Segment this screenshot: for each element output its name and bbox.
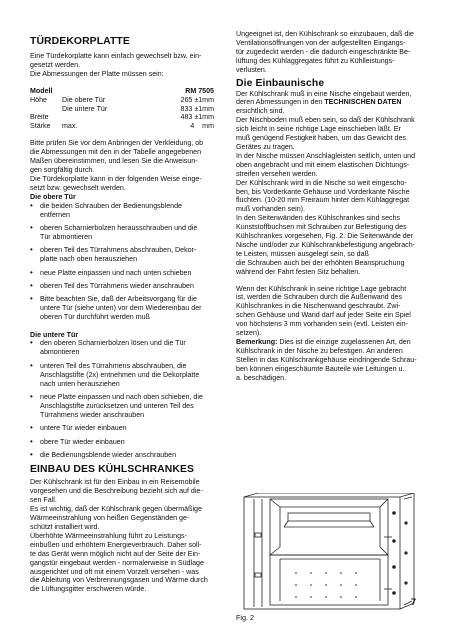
dimensions-header-row: [30, 87, 214, 96]
text-line: [236, 205, 421, 214]
text-span: streifen versehen werden.: [236, 169, 318, 178]
text-span: In den Seitenwänden des Kühlschrankes sind sechs: [236, 214, 401, 223]
table-row: [30, 105, 214, 114]
heading-einbau: EINBAU DES KÜHLSCHRANKES: [30, 464, 195, 476]
fig-2-refrigerator-drawing: [236, 493, 422, 611]
text-line: Überhöhte Wärmeeinstrahlung führt zu Leistungs-: [30, 531, 187, 540]
right-column: [236, 30, 421, 383]
model-value: RM 7505: [185, 86, 214, 95]
text-line: [236, 179, 421, 188]
text-span: während der Fahrt festen Sitz behalten.: [236, 267, 361, 276]
text-span: ben, bis Vorderkante Gehäuse und Vorderkante Nische: [236, 187, 410, 196]
lower-door-title: Die untere Tür: [30, 330, 79, 339]
refrigerator-illustration: [236, 493, 422, 611]
dimensions-table: [30, 87, 214, 132]
text-line: Kühlschrankes in die Nischenwand geschraubt. Zwi-: [236, 302, 401, 311]
list-item: [30, 451, 227, 460]
text-line: [236, 125, 421, 134]
nische-paragraph: [236, 90, 421, 277]
table-cell: Die obere Tür: [62, 95, 106, 104]
text-line: [236, 134, 421, 143]
list-item-line: • die Bedienungsblende wieder anschrauben: [40, 451, 177, 460]
list-item-line: • neue Platte einpassen und nach oben schieben, die: [40, 393, 203, 401]
text-line: Bitte prüfen Sie vor dem Anbringen der Verkleidung, ob: [30, 139, 204, 148]
text-span: oben angebracht und mit einem elastischen Dichtungs-: [236, 160, 410, 169]
list-item-line: • Bitte beachten Sie, daß der Arbeitsvorgang für die: [40, 295, 197, 304]
text-line: setzen).: [236, 329, 262, 338]
text-line: die Abmessungen mit den in der Tabelle angegebenen: [30, 148, 202, 157]
intro-line-3: Die Abmessungen der Platte müssen sein:: [30, 69, 164, 78]
table-row: [30, 122, 214, 131]
text-line: [236, 98, 421, 107]
table-cell: 4 mm: [190, 122, 214, 131]
text-span: te Leisten, müssen ausgelegt sein, so daß: [236, 249, 369, 258]
ventilation-paragraph: [236, 30, 421, 75]
list-item: [30, 393, 227, 420]
list-item: [30, 438, 227, 447]
text-span: muß vorhanden sein).: [236, 205, 306, 214]
text-line: setzt bzw. gewechselt werden.: [30, 183, 126, 192]
page-number: 7: [411, 597, 417, 607]
bemerkung-paragraph: [236, 338, 421, 383]
text-span: Der Kühlschrank wird in die Nische so weit eingescho-: [236, 178, 407, 187]
text-line: sen Fall.: [30, 496, 57, 505]
lower-door-list: [30, 339, 227, 459]
text-line: lüftung des Kühlaggregates führt zu Kühlleistungs-: [236, 56, 395, 65]
list-item-line: • untere Tür wieder einbauen: [40, 424, 127, 433]
text-span: die Schrauben auch bei der erhöhten Beanspruchung: [236, 258, 405, 267]
list-item-line: Tür abmontieren: [40, 232, 93, 241]
table-cell: Die untere Tür: [62, 104, 108, 113]
table-cell: 833 ±1mm: [180, 104, 214, 113]
list-item: [30, 269, 227, 278]
text-line: Maßen übereinstimmen, und lesen Sie die Anweisun-: [30, 157, 198, 166]
bemerkung-text: Dies ist die einzige zugelassenen Art, den: [277, 338, 411, 346]
text-span: Der Nischboden muß eben sein, so daß der Kühlschrank: [236, 116, 415, 125]
table-cell: 265 ±1mm: [180, 95, 214, 104]
heading-einbaunische: Die Einbaunische: [236, 77, 325, 89]
text-line: [236, 116, 421, 125]
text-line: schen Gehäuse und Wand darf auf jeder Seite ein Spiel: [236, 311, 411, 320]
text-span: fluchten. (10-20 mm Freiraum hinter dem Kühlaggregat: [236, 196, 410, 205]
text-span: deren Abmessungen in den: [236, 98, 325, 107]
text-line: [236, 268, 421, 277]
text-line: einbußen und erhöhtem Energieverbrauch. Daher soll-: [30, 540, 202, 549]
text-line: [236, 232, 421, 241]
table-cell: Stärke: [30, 122, 51, 131]
table-cell: [62, 113, 174, 122]
text-line: [236, 188, 421, 197]
text-line: Es ist wichtig, daß der Kühlschrank gegen übermäßige: [30, 505, 202, 514]
list-item: [30, 424, 227, 433]
text-line: Wenn der Kühlschrank in seine richtige Lage gebracht: [236, 284, 407, 293]
list-item-line: nach unten herausziehen: [40, 379, 120, 388]
list-item-line: • neue Platte einpassen und nach unten schieben: [40, 268, 192, 277]
list-item-line: • den oberen Scharnierbolzen lösen und die Tür: [40, 339, 186, 348]
text-span: Kühlschrankes vorgesehen, Fig. 2. Die Seitenwände der: [236, 232, 414, 241]
text-line: von höchstens 3 mm vorhanden sein (evtl. Leisten ein-: [236, 320, 408, 329]
text-line: Der Kühlschrank ist für den Einbau in ein Reisemobile: [30, 478, 200, 487]
bold-text-span: TECHNISCHEN DATEN: [324, 98, 402, 107]
text-line: [236, 196, 421, 205]
text-line: Kühlschrank in der Nische zu befestigen. An anderen: [236, 346, 403, 355]
figure-caption: Fig. 2: [236, 613, 254, 622]
text-span: sich leicht in seine richtige Lage einschieben läßt. Er: [236, 125, 401, 134]
table-cell: 483 ±1mm: [180, 113, 214, 122]
list-item: [30, 282, 227, 291]
list-item-line: Türrahmens wieder anschrauben: [40, 410, 145, 419]
table-row: [30, 113, 214, 122]
table-cell: max.: [62, 122, 78, 131]
list-item-line: Anschlagstifte zurücksetzen und unteren Teil des: [40, 401, 194, 410]
list-item-line: oberen Tür durchführt werden muß: [40, 313, 150, 322]
text-line: ist, werden die Schrauben durch die Außenwand des: [236, 293, 403, 302]
table-cell: Höhe: [30, 95, 47, 104]
list-item: [30, 224, 227, 242]
einbau-paragraph-1: [30, 478, 227, 505]
text-line: Stellen in das Kühlschrankgehäuse eindringende Schrau-: [236, 355, 417, 364]
text-span: Der Kühlschrank muß in eine Nische eingebaut werden,: [236, 89, 412, 98]
list-item-line: entfernen: [40, 210, 70, 219]
list-item: [30, 246, 227, 264]
list-item-line: untere Tür (siehe unten) vor dem Wiedereinbau der: [40, 304, 202, 313]
list-item-line: • unteren Teil des Türrahmens abschrauben, die: [40, 361, 187, 370]
upper-door-list: [30, 202, 227, 322]
list-item-line: • oberen Teil des Türrahmens abschrauben, Dekor-: [40, 246, 197, 255]
check-paragraph: [30, 139, 227, 192]
list-item-line: • oberen Teil des Türrahmens wieder anschrauben: [40, 281, 194, 290]
text-line: die Ableitung von Verbrennungsgasen und Wärme durch: [30, 576, 208, 585]
text-span: Nische und/oder zur Kühlschrankbefestigung angebrach-: [236, 240, 416, 249]
text-line: [236, 170, 421, 179]
bemerkung-label: Bemerkung:: [236, 338, 278, 346]
intro-line-2: gesetzt werden.: [30, 60, 81, 69]
wenn-paragraph: [236, 285, 421, 338]
einbau-paragraph-2: [30, 505, 227, 594]
list-item: [30, 339, 227, 357]
table-row: [30, 96, 214, 105]
text-line: [236, 259, 421, 268]
text-line: die Lüftungsgitter erschweren würde.: [30, 585, 147, 594]
text-line: [236, 152, 421, 161]
table-cell: [30, 105, 62, 114]
list-item: [30, 202, 227, 220]
text-line: [236, 241, 421, 250]
text-line: gen sorgfältig durch.: [30, 165, 95, 174]
text-line: Ungeeignet ist, den Kühlschrank so einzubauen, daß die: [236, 30, 414, 38]
list-item: [30, 295, 227, 322]
list-item-line: abmontieren: [40, 348, 80, 357]
text-line: [236, 223, 421, 232]
intro-line-1: Eine Türdekorplatte kann einfach gewechselt bzw. ein-: [30, 52, 202, 60]
text-span: Gerätes zu tragen.: [236, 142, 295, 151]
table-cell: Breite: [30, 113, 49, 122]
text-span: In der Nische müssen Anschlagleisten seitlich, unten und: [236, 151, 416, 160]
text-line: schützt installiert wird.: [30, 522, 100, 531]
text-line: ben können eingeschäumte Bauteile wie Leitungen u.: [236, 364, 405, 373]
text-line: [236, 143, 421, 152]
text-line: Die Türdekorplatte kann in der folgenden Weise einge-: [30, 174, 202, 183]
text-line: ausgerichtet und oft mit einem Vorzelt versehen - was: [30, 567, 199, 576]
heading-tuerdekorplatte: TÜRDEKORPLATTE: [30, 36, 130, 47]
list-item-line: Anschlagstifte (2x) entnehmen und die Dekorplatte: [40, 370, 200, 379]
list-item: [30, 362, 227, 389]
list-item-line: platte nach oben herausziehen: [40, 255, 138, 264]
list-item-line: • oberen Scharnierbolzen herausschrauben und die: [40, 223, 198, 232]
left-column: [30, 36, 227, 594]
text-line: Ventilationsöffnungen von der aufgestellten Eingangs-: [236, 38, 406, 47]
text-span: Kunststoffbuchsen mit Schrauben zur Befestigung des: [236, 223, 407, 232]
text-line: [236, 107, 421, 116]
text-line: te das Gerät wenn möglich nicht auf der Seite der Ein-: [30, 549, 201, 558]
text-line: vorgesehen und die Beschreibung bezieht sich auf die-: [30, 487, 203, 496]
text-line: Wärmeeinstrahlung von heißen Gegenständen ge-: [30, 514, 190, 523]
text-line: [236, 214, 421, 223]
model-label: Modell: [30, 86, 53, 95]
list-item-line: • obere Tür wieder einbauen: [40, 437, 125, 446]
text-line: verlusten.: [236, 65, 267, 74]
list-item-line: • die beiden Schrauben der Bedienungsblende: [40, 201, 182, 210]
text-line: a. beschädigen.: [236, 373, 287, 382]
text-line: [236, 161, 421, 170]
text-line: tür zugedeckt werden - die dadurch eingeschränkte Be-: [236, 47, 411, 56]
text-span: muß genügend Festigkeit haben, um das Gewicht des: [236, 134, 406, 143]
text-line: gangstür eingebaut werden - normalerweise in Südlage: [30, 558, 204, 567]
text-line: [236, 250, 421, 259]
text-span: ersichtlich sind.: [236, 107, 285, 116]
text-line: [236, 90, 421, 99]
upper-door-title: Die obere Tür: [30, 192, 76, 201]
